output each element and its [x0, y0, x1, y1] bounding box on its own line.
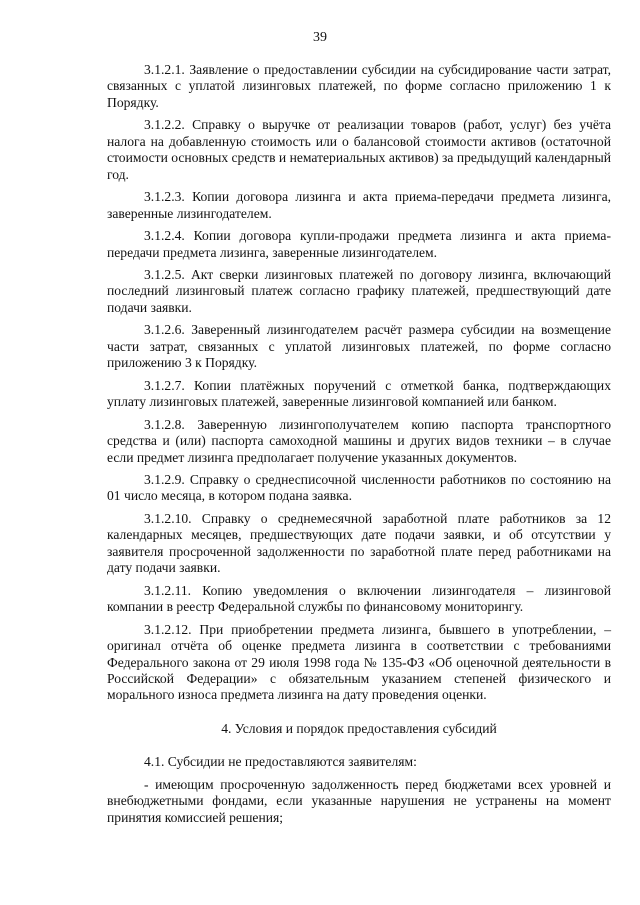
section-heading: 4. Условия и порядок предоставления субсидий: [221, 720, 497, 736]
paragraph-3-1-2-10: 3.1.2.10. Справку о среднемесячной заработной плате работников за 12 календарных месяцев, предшествующих дате подачи заявки, и об отсутствии у заявителя просроченной задолженности по заработной плате перед работниками на дату подачи заявки.: [107, 510, 611, 576]
paragraph-4-1-bullet: - имеющим просроченную задолженность перед бюджетами всех уровней и внебюджетными фондами, если указанные нарушения не устранены на момент принятия комиссией решения;: [107, 776, 611, 825]
paragraph-4-1: 4.1. Субсидии не предоставляются заявителям:: [144, 754, 417, 770]
paragraph-3-1-2-12: 3.1.2.12. При приобретении предмета лизинга, бывшего в употреблении, – оригинал отчёта об оценке предмета лизинга в соответствии с требованиями Федерального закона от 29 июля 1998 года № 135-ФЗ «Об оценочной деятельности в Российской Федерации» с обязательным указанием степеней физического и морального износа предмета лизинга на дату проведения оценки.: [107, 621, 611, 703]
paragraph-3-1-2-9: 3.1.2.9. Справку о среднесписочной численности работников по состоянию на 01 число месяца, в котором подана заявка.: [107, 471, 611, 504]
paragraph-3-1-2-3: 3.1.2.3. Копии договора лизинга и акта приема-передачи предмета лизинга, заверенные лизингодателем.: [107, 189, 611, 221]
paragraph-3-1-2-8: 3.1.2.8. Заверенную лизингополучателем копию паспорта транспортного средства и (или) паспорта самоходной машины и других видов техники – в случае если предмет лизинга предполагает получение указанных документов.: [107, 416, 611, 465]
paragraph-3-1-2-4: 3.1.2.4. Копии договора купли-продажи предмета лизинга и акта приема-передачи предмета лизинга, заверенные лизингодателем.: [107, 228, 611, 260]
paragraph-3-1-2-6: 3.1.2.6. Заверенный лизингодателем расчёт размера субсидии на возмещение части затрат, связанных с уплатой лизинговых платежей, по форме согласно приложению 3 к Порядку.: [107, 322, 611, 371]
paragraph-3-1-2-7: 3.1.2.7. Копии платёжных поручений с отметкой банка, подтверждающих уплату лизинговых платежей, заверенные лизинговой компанией или банком.: [107, 377, 611, 410]
page-number: 39: [313, 30, 327, 45]
document-body: [107, 62, 611, 826]
paragraph-3-1-2-5: 3.1.2.5. Акт сверки лизинговых платежей по договору лизинга, включающий последний лизинговый платеж согласно графику платежей, предшествующий дате подачи заявки.: [107, 266, 611, 315]
paragraph-3-1-2-2: 3.1.2.2. Справку о выручке от реализации товаров (работ, услуг) без учёта налога на добавленную стоимость или о балансовой стоимости активов (остаточной стоимости основных средств и нематериальных активов) за предыдущий календарный год.: [107, 117, 611, 182]
paragraph-3-1-2-11: 3.1.2.11. Копию уведомления о включении лизингодателя – лизинговой компании в реестр Федеральной службы по финансовому мониторингу.: [107, 582, 611, 615]
paragraph-3-1-2-1: 3.1.2.1. Заявление о предоставлении субсидии на субсидирование части затрат, связанных с уплатой лизинговых платежей, по форме согласно приложению 1 к Порядку.: [107, 62, 611, 110]
